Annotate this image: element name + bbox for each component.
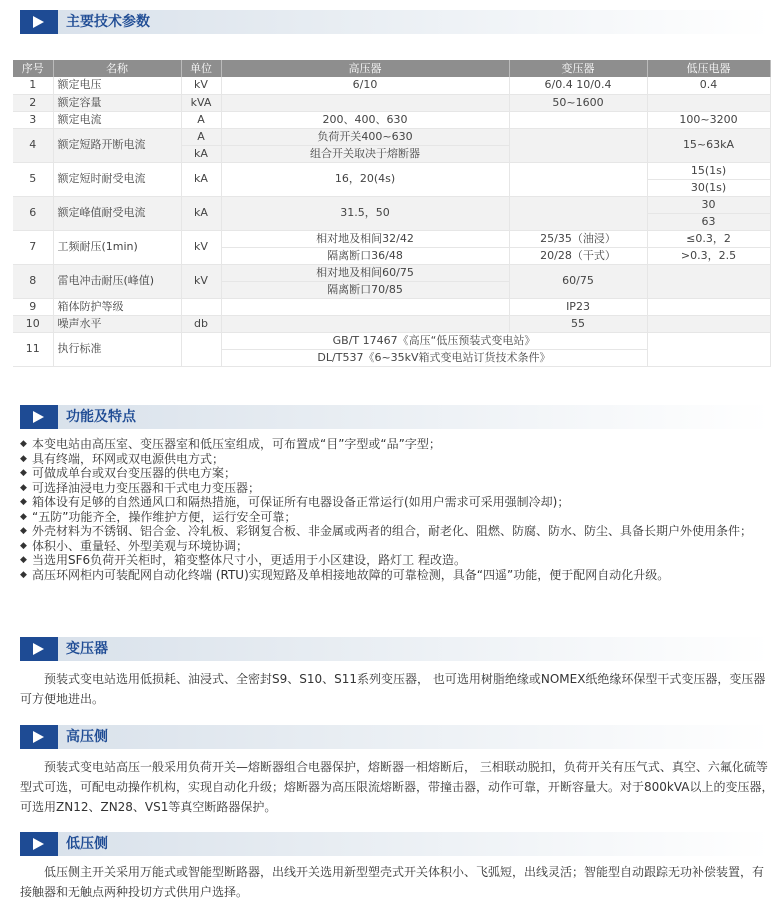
table-cell: 30 <box>647 196 770 213</box>
table-cell: 20/28（干式） <box>509 247 647 264</box>
table-cell: 执行标准 <box>53 332 181 366</box>
header-cell: 单位 <box>181 60 221 77</box>
list-item: ◆ 高压环网柜内可装配网自动化终端 (RTU)实现短路及单相接地故障的可靠检测，具备“四遥”功能，便于配网自动化升级。 <box>20 567 670 582</box>
table-cell: kA <box>181 162 221 196</box>
table-cell: 额定短路开断电流 <box>53 128 181 162</box>
section-tag <box>20 637 58 661</box>
table-cell: 额定电流 <box>53 111 181 128</box>
table-row <box>13 94 770 111</box>
table-cell: 雷电冲击耐压(峰值) <box>53 264 181 298</box>
table-cell: 6 <box>13 196 53 230</box>
table-cell: 4 <box>13 128 53 162</box>
table-cell: 50~1600 <box>509 94 647 111</box>
section-header-params <box>20 10 770 34</box>
list-item: ◆ 当选用SF6负荷开关柜时，箱变整体尺寸小，更适用于小区建设，路灯工 程改造。 <box>20 553 466 567</box>
transformer-paragraph: 预装式变电站选用低损耗、油浸式、全密封S9、S10、S11系列变压器， 也可选用树脂绝缘或NOMEX纸绝缘环保型干式变压器，变压器可方便地进出。 <box>20 672 766 706</box>
table-cell: 额定电压 <box>53 77 181 94</box>
table-cell: 16，20(4s) <box>221 162 509 196</box>
table-cell <box>509 128 647 162</box>
table-cell: 额定容量 <box>53 94 181 111</box>
table-cell: 5 <box>13 162 53 196</box>
table-cell <box>647 264 770 298</box>
table-cell <box>509 111 647 128</box>
section-header-transformer <box>20 637 770 661</box>
table-cell: 相对地及相间32/42 <box>221 230 509 247</box>
table-row <box>13 230 770 247</box>
table-row <box>13 264 770 281</box>
table-cell: 10 <box>13 315 53 332</box>
header-cell: 序号 <box>13 60 53 77</box>
table-cell: 隔离断口36/48 <box>221 247 509 264</box>
list-item: ◆ 可做成单台或双台变压器的供电方案； <box>20 466 237 480</box>
table-cell: 11 <box>13 332 53 366</box>
table-cell: 箱体防护等级 <box>53 298 181 315</box>
table-cell: 额定峰值耐受电流 <box>53 196 181 230</box>
table-cell: 60/75 <box>509 264 647 298</box>
table-cell: 6/10 <box>221 77 509 94</box>
table-row <box>13 315 770 332</box>
table-row <box>13 196 770 213</box>
table-cell: kV <box>181 77 221 94</box>
section-header-lv <box>20 832 770 856</box>
table-row <box>13 332 770 349</box>
header-cell: 变压器 <box>509 60 647 77</box>
table-row <box>13 111 770 128</box>
table-cell: kVA <box>181 94 221 111</box>
table-cell: 7 <box>13 230 53 264</box>
table-cell: kA <box>181 145 221 162</box>
table-cell: db <box>181 315 221 332</box>
header-cell: 名称 <box>53 60 181 77</box>
table-cell: 55 <box>509 315 647 332</box>
table-cell <box>509 162 647 196</box>
table-cell: 2 <box>13 94 53 111</box>
section-title: 变压器 <box>66 641 108 657</box>
table-cell: 1 <box>13 77 53 94</box>
list-item: ◆ 外壳材料为不锈钢、铝合金、冷轧板、彩钢复合板、非金属或两者的组合，耐老化、阻燃、防腐、防水、防尘、具备长期户外使用条件； <box>20 524 753 538</box>
play-arrow-icon <box>33 411 44 423</box>
diamond-bullet-icon: ◆ <box>20 439 27 449</box>
diamond-bullet-icon: ◆ <box>20 468 27 478</box>
table-cell: ≤0.3，2 <box>647 230 770 247</box>
table-cell <box>221 94 509 111</box>
table-cell <box>221 315 509 332</box>
table-cell: 15(1s) <box>647 162 770 179</box>
header-cell: 低压电器 <box>647 60 770 77</box>
table-cell <box>181 298 221 315</box>
section-tag <box>20 725 58 749</box>
list-item: ◆ “五防”功能齐全，操作维护方便，运行安全可靠； <box>20 509 297 524</box>
table-cell: A <box>181 111 221 128</box>
table-cell: 负荷开关400~630 <box>221 128 509 145</box>
section-tag <box>20 405 58 429</box>
hv-paragraph: 预装式变电站高压一般采用负荷开关—熔断器组合电器保护，熔断器一相熔断后， 三相联动脱扣，负荷开关有压气式、真空、六氟化硫等型式可选，可配电动操作机构，实现自动化升级；熔断器为高压限流熔断器，带撞击器，动作可靠，开断容量大。对于800kVA以上的变压器，可选用ZN12、ZN28、VS1等真空断路器保护。 <box>20 760 774 814</box>
list-item: ◆ 体积小、重量轻、外型美观与环境协调； <box>20 538 249 553</box>
table-cell: 15~63kA <box>647 128 770 162</box>
section-tag <box>20 10 58 34</box>
play-arrow-icon <box>33 643 44 655</box>
table-cell <box>647 315 770 332</box>
table-cell: GB/T 17467《高压“低压预装式变电站》 <box>221 332 647 349</box>
diamond-bullet-icon: ◆ <box>20 482 27 493</box>
diamond-bullet-icon: ◆ <box>20 555 27 565</box>
table-cell <box>509 196 647 230</box>
table-cell: 25/35（油浸） <box>509 230 647 247</box>
table-cell: IP23 <box>509 298 647 315</box>
section-header-hv <box>20 725 770 749</box>
table-cell: 200、400、630 <box>221 111 509 128</box>
section-title: 功能及特点 <box>66 409 136 425</box>
table-cell <box>221 298 509 315</box>
table-cell: A <box>181 128 221 145</box>
list-item: ◆ 本变电站由高压室、变压器室和低压室组成，可布置成“目”字型或“品”字型； <box>20 437 441 451</box>
table-cell: 相对地及相间60/75 <box>221 264 509 281</box>
diamond-bullet-icon: ◆ <box>20 569 27 580</box>
list-item: ◆ 箱体设有足够的自然通风口和隔热措施，可保证所有电器设备正常运行(如用户需求可采用强制冷却)； <box>20 495 570 509</box>
list-item: ◆ 具有终端，环网或双电源供电方式； <box>20 451 225 466</box>
table-row <box>13 162 770 179</box>
table-cell: 工频耐压(1min) <box>53 230 181 264</box>
table-cell: >0.3，2.5 <box>647 247 770 264</box>
feature-list <box>20 437 775 582</box>
table-cell <box>647 332 770 366</box>
table-cell: 63 <box>647 213 770 230</box>
lv-paragraph: 低压侧主开关采用万能式或智能型断路器，出线开关选用新型塑壳式开关体积小、飞弧短，出线灵活；智能型自动跟踪无功补偿装置，有接触器和无触点两种投切方式供用户选择。 <box>20 865 765 899</box>
section-title: 高压侧 <box>66 729 108 745</box>
table-cell: 9 <box>13 298 53 315</box>
table-cell: 31.5，50 <box>221 196 509 230</box>
table-cell: 隔离断口70/85 <box>221 281 509 298</box>
table-cell <box>647 298 770 315</box>
diamond-bullet-icon: ◆ <box>20 497 27 507</box>
table-cell: 30(1s) <box>647 179 770 196</box>
play-arrow-icon <box>33 838 44 850</box>
table-cell: 8 <box>13 264 53 298</box>
section-header-features <box>20 405 770 429</box>
table-cell: 组合开关取决于熔断器 <box>221 145 509 162</box>
table-cell: DL/T537《6~35kV箱式变电站订货技术条件》 <box>221 349 647 366</box>
table-cell: 0.4 <box>647 77 770 94</box>
table-cell: kV <box>181 264 221 298</box>
table-row <box>13 128 770 145</box>
section-tag <box>20 832 58 856</box>
table-row <box>13 298 770 315</box>
section-title: 主要技术参数 <box>66 14 150 30</box>
table-cell: 100~3200 <box>647 111 770 128</box>
table-cell <box>647 94 770 111</box>
table-cell <box>181 332 221 366</box>
table-cell: 6/0.4 10/0.4 <box>509 77 647 94</box>
diamond-bullet-icon: ◆ <box>20 540 27 551</box>
table-cell: 噪声水平 <box>53 315 181 332</box>
table-cell: kA <box>181 196 221 230</box>
table-header-row <box>13 60 770 77</box>
table-cell: kV <box>181 230 221 264</box>
table-cell: 3 <box>13 111 53 128</box>
header-cell: 高压器 <box>221 60 509 77</box>
table-cell: 额定短时耐受电流 <box>53 162 181 196</box>
spec-table <box>13 60 771 367</box>
list-item: ◆ 可选择油浸电力变压器和干式电力变压器； <box>20 480 261 495</box>
play-arrow-icon <box>33 731 44 743</box>
diamond-bullet-icon: ◆ <box>20 526 27 536</box>
diamond-bullet-icon: ◆ <box>20 453 27 464</box>
play-arrow-icon <box>33 16 44 28</box>
section-title: 低压侧 <box>66 836 108 852</box>
table-row <box>13 77 770 94</box>
diamond-bullet-icon: ◆ <box>20 511 27 522</box>
